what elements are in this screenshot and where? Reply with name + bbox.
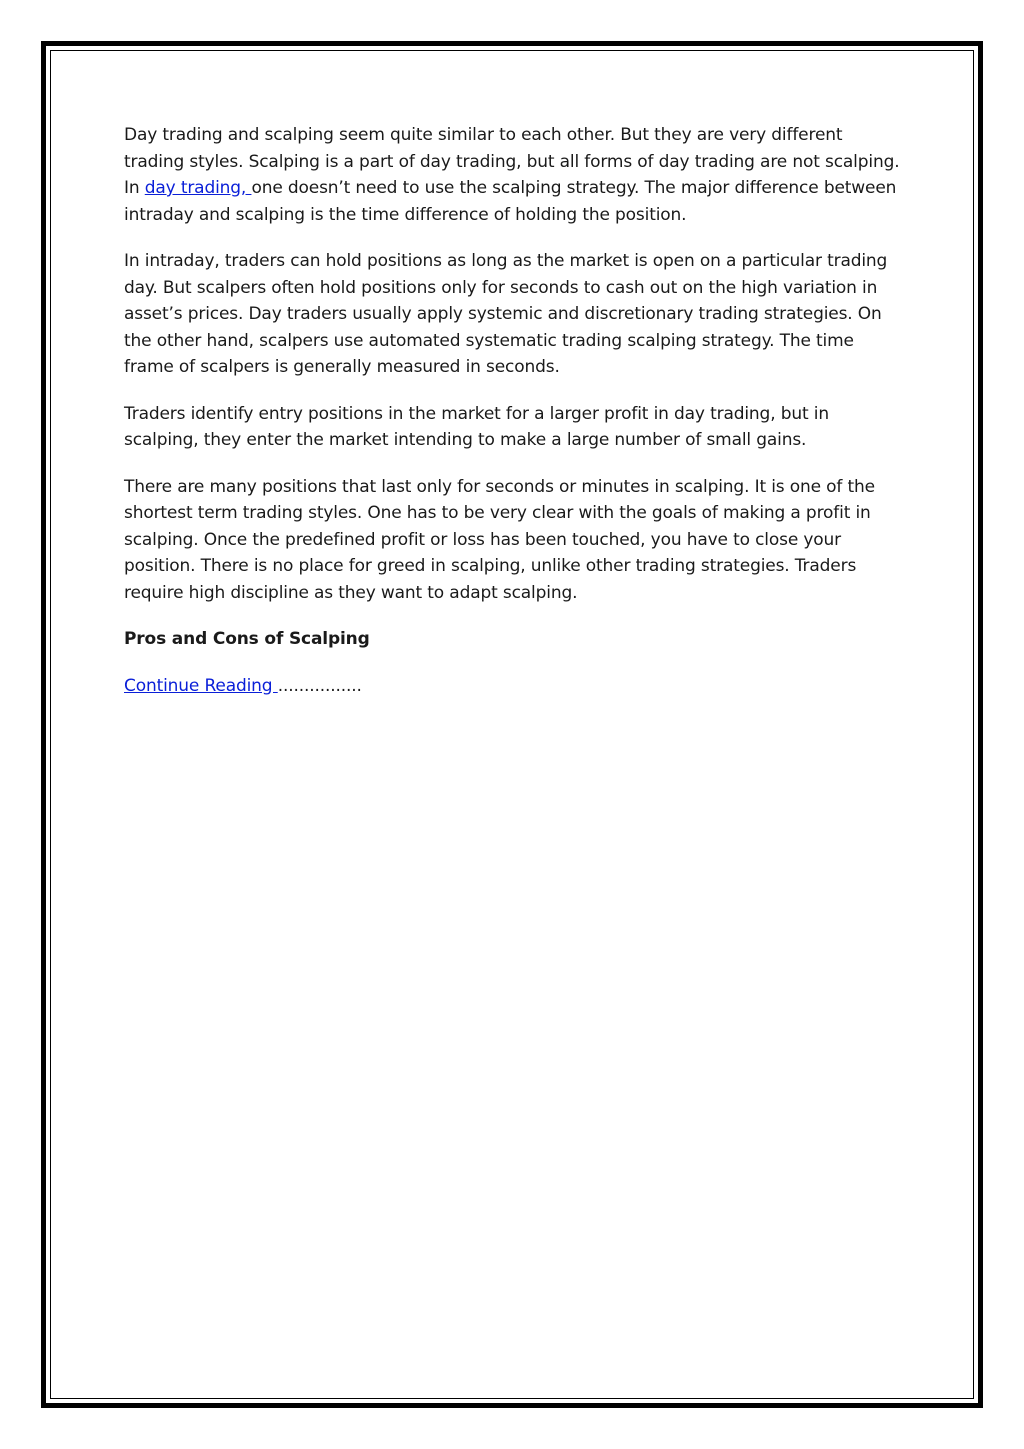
paragraph-entry-positions: Traders identify entry positions in the market for a larger profit in day trading, but in scalping, they enter the market intending to make a large number of small gains. (124, 403, 829, 450)
paragraph-text: Day trading and scalping seem quite similar to each other. But they are very different trading styles. Scalping is a part of day trading, but all forms of day trading are not scalping. In (124, 125, 900, 198)
day-trading-link[interactable]: day trading, (144, 178, 252, 198)
continue-reading-link[interactable]: Continue Reading (124, 675, 278, 696)
paragraph-text: one doesn’t need to use the scalping strategy. The major difference between intraday and scalping is the time difference of holding the position. (124, 178, 897, 225)
paragraph-positions-duration: There are many positions that last only for seconds or minutes in scalping. It is one of the shortest term trading styles. One has to be very clear with the goals of making a profit in scalping. Once the predefined profit or loss has been touched, you have to close your position. There is no place for greed in scalping, unlike other trading strategies. Traders require high discipline as they want to adapt scalping. (124, 476, 875, 603)
document-body (124, 122, 904, 719)
continue-reading-dots: ................ (277, 675, 362, 696)
paragraph-day-trading-vs-scalping (124, 122, 904, 228)
continue-reading-line (124, 673, 904, 700)
paragraph-intraday: In intraday, traders can hold positions as long as the market is open on a particular trading day. But scalpers often hold positions only for seconds to cash out on the high variation in asset’s prices. Day traders usually apply systemic and discretionary trading strategies. On the other hand, scalpers use automated systematic trading scalping strategy. The time frame of scalpers is generally measured in seconds. (124, 251, 888, 377)
section-heading: Pros and Cons of Scalping (124, 629, 370, 649)
